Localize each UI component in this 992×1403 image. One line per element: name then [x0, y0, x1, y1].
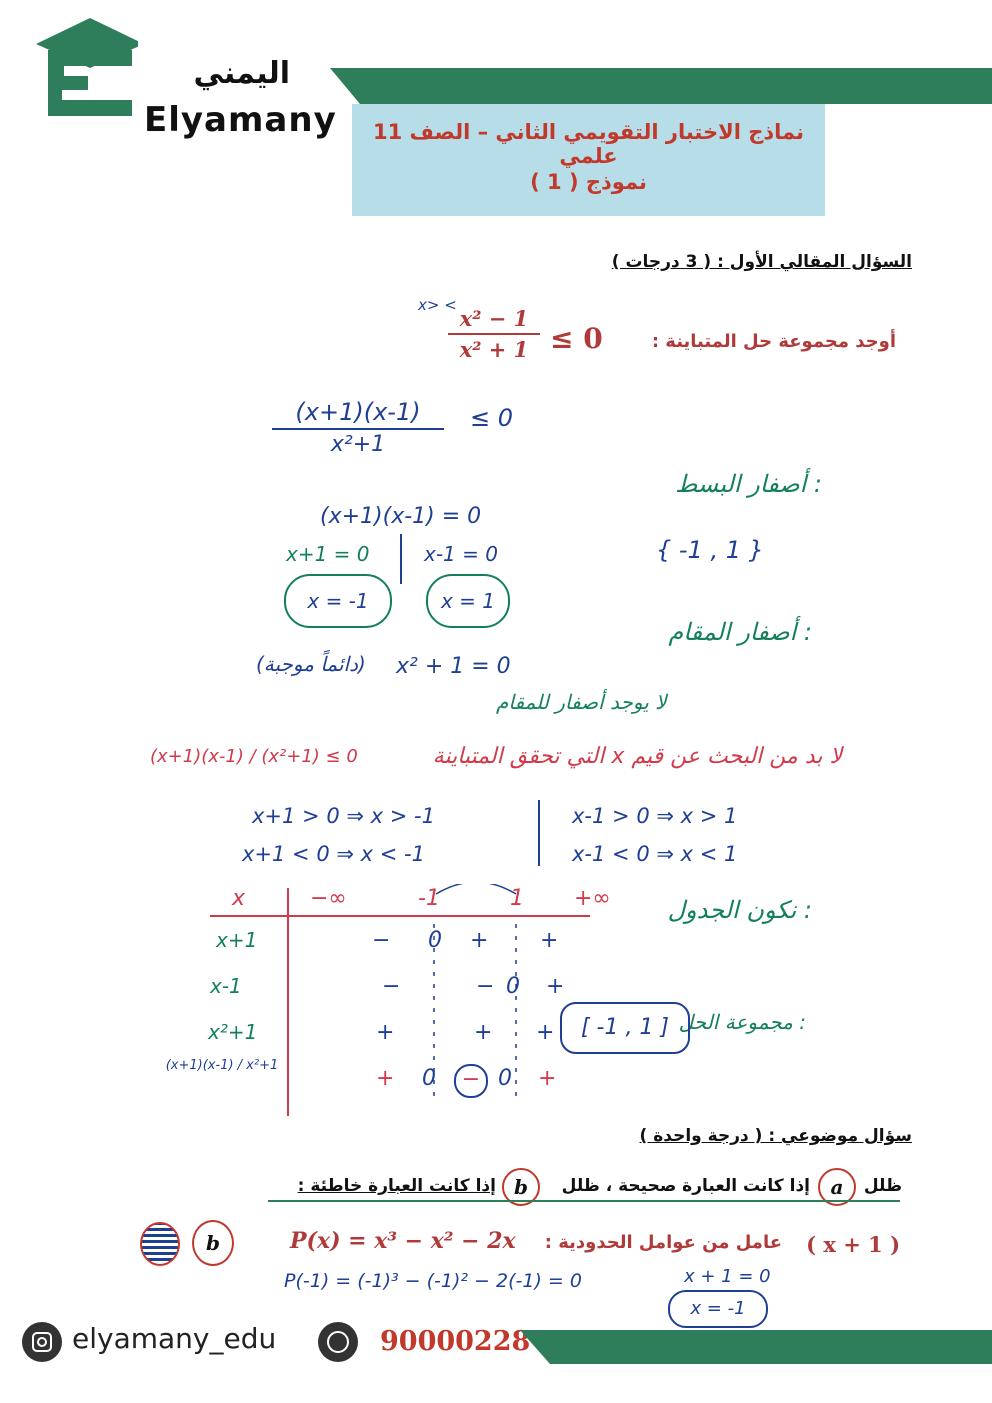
sign-cell: +: [546, 974, 565, 999]
instagram-icon: [22, 1322, 62, 1362]
header-model: نموذج ( 1 ): [530, 170, 647, 194]
solution-set: [ -1 , 1 ]: [560, 1002, 690, 1054]
table-label: : نكون الجدول: [667, 896, 812, 924]
table-row-label: x+1: [216, 928, 258, 952]
header-box: [352, 104, 825, 216]
question2-underline: [268, 1200, 900, 1202]
sign-cell-highlighted: −: [454, 1064, 488, 1098]
zeros-equation: (x+1)(x-1) = 0: [320, 504, 482, 529]
sign-cell: +: [474, 1020, 493, 1045]
sign-cell: +: [376, 1066, 395, 1091]
sign-cell: +: [540, 928, 559, 953]
graduation-cap-logo-icon: [28, 14, 138, 134]
instruction-part-3: إذا كانت العبارة خاطئة :: [297, 1176, 496, 1196]
sign-cell: −: [372, 928, 391, 953]
factored-relation: ≤ 0: [470, 404, 514, 432]
eq-left: x+1 = 0: [286, 542, 370, 566]
sign-cell: 0: [498, 1066, 512, 1091]
sign-cell: +: [376, 1020, 395, 1045]
instruction-part-1: ظلل: [863, 1176, 902, 1196]
sol-right: x = 1: [426, 574, 510, 628]
logo-english: Elyamany: [144, 100, 337, 140]
table-row-label: (x+1)(x-1) / x²+1: [165, 1058, 279, 1073]
table-header-one: 1: [510, 886, 524, 911]
table-row-label: x²+1: [208, 1020, 258, 1044]
eq-right: x-1 = 0: [424, 542, 498, 566]
sign-cell: −: [382, 974, 401, 999]
fraction-numerator: x² − 1: [459, 306, 529, 331]
table-row-label: x-1: [210, 974, 242, 998]
question2-instruction: [82, 1168, 902, 1208]
logo: [28, 14, 337, 144]
sign-cell: 0: [422, 1066, 436, 1091]
inequality-fraction: [448, 306, 540, 362]
search-note: لا بد من البحث عن قيم x التي تحقق المتباينة: [432, 744, 842, 769]
choice-a-circle: a: [818, 1168, 856, 1206]
factored-numerator: (x+1)(x-1): [295, 398, 421, 426]
sign-cell: +: [470, 928, 489, 953]
zeros-numerator-label: : أصفار البسط: [675, 470, 822, 498]
choice-b-circle: b: [502, 1168, 540, 1206]
answer-b-bubble[interactable]: b: [192, 1220, 234, 1266]
table-header-x: x: [232, 886, 246, 911]
footer-stripe: [520, 1330, 992, 1364]
question1-title: السؤال المقالي الأول : ( 3 درجات ): [611, 252, 912, 272]
zeros-denominator-label: : أصفار المقام: [668, 618, 812, 646]
question1-prompt: أوجد مجموعة حل المتباينة :: [651, 331, 896, 352]
always-positive-note: (دائماً موجبة): [256, 652, 366, 676]
zeros-set: { -1 , 1 }: [656, 536, 764, 564]
question2-title: سؤال موضوعي : ( درجة واحدة ): [639, 1126, 912, 1146]
footer: [0, 1316, 992, 1376]
table-header-neg-inf: −∞: [310, 886, 347, 911]
table-header-pos-inf: +∞: [574, 886, 611, 911]
search-expression: (x+1)(x-1) / (x²+1) ≤ 0: [150, 746, 358, 767]
fraction-denominator: x² + 1: [459, 337, 529, 362]
case1-left: x+1 > 0 ⇒ x > -1: [252, 804, 435, 828]
check-equation: x + 1 = 0: [684, 1266, 771, 1287]
eq-divider: [400, 534, 402, 584]
sol-left: x = -1: [284, 574, 392, 628]
statement-text: عامل من عوامل الحدودية :: [544, 1232, 782, 1253]
instagram-handle[interactable]: elyamany_edu: [72, 1322, 277, 1355]
factored-denominator: x²+1: [330, 432, 386, 457]
whatsapp-icon: [318, 1322, 358, 1362]
table-header-minus-one: -1: [418, 886, 440, 911]
no-zeros-note: لا يوجد أصفار للمقام: [496, 690, 667, 714]
header-stripe: [330, 68, 992, 104]
sign-cell: +: [538, 1066, 557, 1091]
sign-cell: 0: [506, 974, 520, 999]
check-solution: x = -1: [668, 1290, 768, 1328]
margin-note: x> <: [418, 296, 457, 314]
sign-cell: 0: [428, 928, 442, 953]
logo-arabic: اليمني: [193, 56, 290, 91]
sign-table: [160, 884, 611, 1120]
instruction-part-2: إذا كانت العبارة صحيحة ، ظلل: [561, 1176, 810, 1196]
sign-cell: +: [536, 1020, 555, 1045]
case2-left: x+1 < 0 ⇒ x < -1: [242, 842, 425, 866]
cases-divider: [538, 800, 540, 866]
case1-right: x-1 > 0 ⇒ x > 1: [572, 804, 738, 828]
statement-polynomial: P(x) = x³ − x² − 2x: [290, 1228, 516, 1254]
phone-number[interactable]: 90000228: [380, 1326, 531, 1357]
check-work: P(-1) = (-1)³ − (-1)² − 2(-1) = 0: [284, 1270, 582, 1292]
inequality-relation: ≤ 0: [550, 322, 603, 355]
solution-label: : مجموعة الحل: [678, 1010, 806, 1034]
header-title: نماذج الاختبار التقويمي الثاني – الصف 11 علمي: [372, 120, 805, 168]
answer-a-shaded[interactable]: [140, 1222, 180, 1266]
denominator-equation: x² + 1 = 0: [396, 654, 511, 679]
case2-right: x-1 < 0 ⇒ x < 1: [572, 842, 738, 866]
factored-fraction: [272, 398, 444, 457]
statement-factor: ( x + 1 ): [806, 1232, 900, 1257]
sign-cell: −: [476, 974, 495, 999]
